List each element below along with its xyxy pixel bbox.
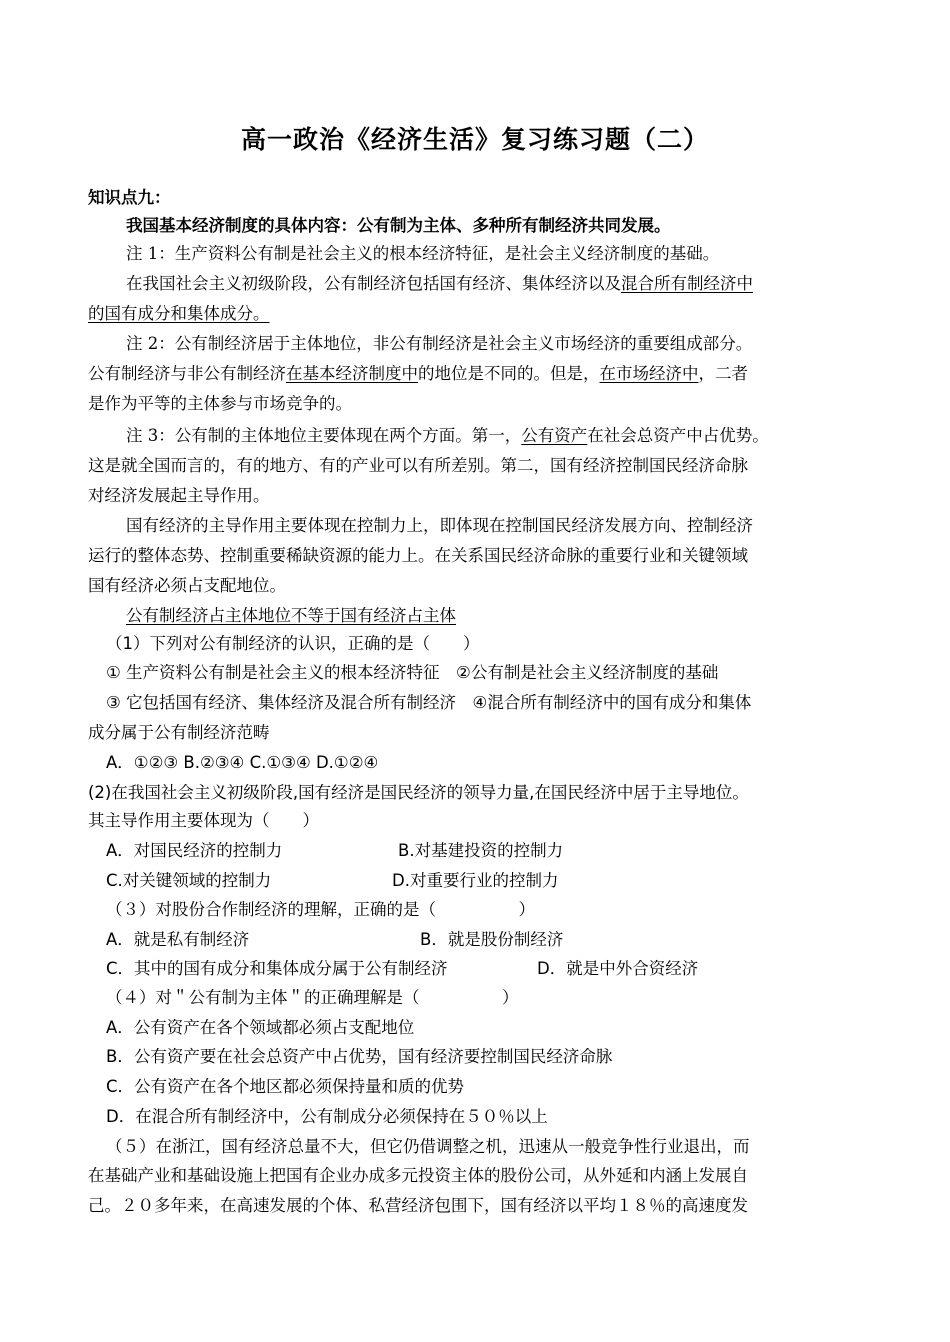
note-3-underline: 公有资产 [521,426,588,445]
paragraph-3-text-a: 公有制经济与非公有制经济 [88,364,286,383]
paragraph-3-text-c: ，二者 [698,364,748,383]
question-2-line-1: (2)在我国社会主义初级阶段,国有经济是国民经济的领导力量,在国民经济中居于主导地位。 [88,783,749,802]
question-4-option-b: B．公有资产要在社会总资产中占优势，国有经济要控制国民经济命脉 [106,1047,613,1066]
section-heading: 知识点九： [88,188,171,207]
question-1-statement-3: 成分属于公有制经济范畴 [88,723,270,742]
paragraph-2-text: 在我国社会主义初级阶段，公有制经济包括国有经济、集体经济以及 [126,274,621,293]
question-3-option-d: D．就是中外合资经济 [537,959,699,978]
question-2-option-a: A．对国民经济的控制力 [106,841,283,860]
question-2-option-b: B.对基建投资的控制力 [398,841,564,860]
paragraph-2-line-2 [88,303,270,325]
question-5-line-1: （５）在浙江，国有经济总量不大，但它仍借调整之机，迅速从一般竞争性行业退出，而 [106,1137,750,1156]
question-4-option-a: A．公有资产在各个领域都必须占支配地位 [106,1018,415,1037]
paragraph-3-underline-1: 在基本经济制度中 [286,364,418,383]
question-3: （３）对股份合作制经济的理解，正确的是（ ） [106,900,535,919]
question-4-option-c: C．公有资产在各个地区都必须保持量和质的优势 [106,1077,465,1096]
question-4-option-d: D．在混合所有制经济中，公有制成分必须保持在５０％以上 [106,1107,548,1126]
question-2-option-d: D.对重要行业的控制力 [392,871,559,890]
note-3-text-b: 在社会总资产中占优势。 [587,426,769,445]
paragraph-4-line-2: 运行的整体态势、控制重要稀缺资源的能力上。在关系国民经济命脉的重要行业和关键领域 [88,546,748,565]
paragraph-4-line-1: 国有经济的主导作用主要体现在控制力上，即体现在控制国民经济发展方向、控制经济 [126,516,753,535]
question-5-line-3: 己。２０多年来，在高速发展的个体、私营经济包围下，国有经济以平均１８％的高速度发 [88,1196,748,1215]
note-3-line-3: 对经济发展起主导作用。 [88,486,270,505]
paragraph-2-underline-1: 混合所有制经济中 [621,274,753,293]
paragraph-3-line-1 [88,363,748,385]
question-3-option-c: C．其中的国有成分和集体成分属于公有制经济 [106,959,448,978]
question-1-statement-1: ① 生产资料公有制是社会主义的根本经济特征 ②公有制是社会主义经济制度的基础 [106,663,719,682]
paragraph-2-line-1 [126,273,753,295]
note-3-line-1 [126,425,769,447]
paragraph-3-text-b: 的地位是不同的。但是， [418,364,600,383]
question-5-line-2: 在基础产业和基础设施上把国有企业办成多元投资主体的股份公司，从外延和内涵上发展自 [88,1166,748,1185]
paragraph-2-underline-2: 的国有成分和集体成分。 [88,304,270,323]
question-1-statement-2: ③ 它包括国有经济、集体经济及混合所有制经济 ④混合所有制经济中的国有成分和集体 [106,693,752,712]
key-point: 公有制经济占主体地位不等于国有经济占主体 [126,606,456,625]
question-3-option-a: A．就是私有制经济 [106,930,250,949]
paragraph-3-underline-2: 在市场经济中 [599,364,699,383]
question-4: （４）对＂公有制为主体＂的正确理解是（ ） [106,988,519,1007]
paragraph-4-line-3: 国有经济必须占支配地位。 [88,576,286,595]
main-point: 我国基本经济制度的具体内容：公有制为主体、多种所有制经济共同发展。 [126,216,671,235]
note-3-line-2: 这是就全国而言的，有的地方、有的产业可以有所差别。第二，国有经济控制国民经济命脉 [88,456,748,475]
question-2-option-c: C.对关键领域的控制力 [106,871,272,890]
question-2-line-2: 其主导作用主要体现为（ ） [88,811,319,830]
page-title: 高一政治《经济生活》复习练习题（二） [240,125,709,154]
paragraph-3-line-2: 是作为平等的主体参与市场竞争的。 [88,394,352,413]
question-3-option-b: B．就是股份制经济 [420,930,564,949]
note-3-text-a: 注 3：公有制的主体地位主要体现在两个方面。第一， [126,426,522,445]
note-1: 注 1：生产资料公有制是社会主义的根本经济特征，是社会主义经济制度的基础。 [126,244,720,263]
note-2: 注 2：公有制经济居于主体地位，非公有制经济是社会主义市场经济的重要组成部分。 [126,334,753,353]
question-1: （1）下列对公有制经济的认识，正确的是（ ） [106,634,480,653]
question-1-options: A．①②③ B.②③④ C.①③④ D.①②④ [106,753,379,772]
